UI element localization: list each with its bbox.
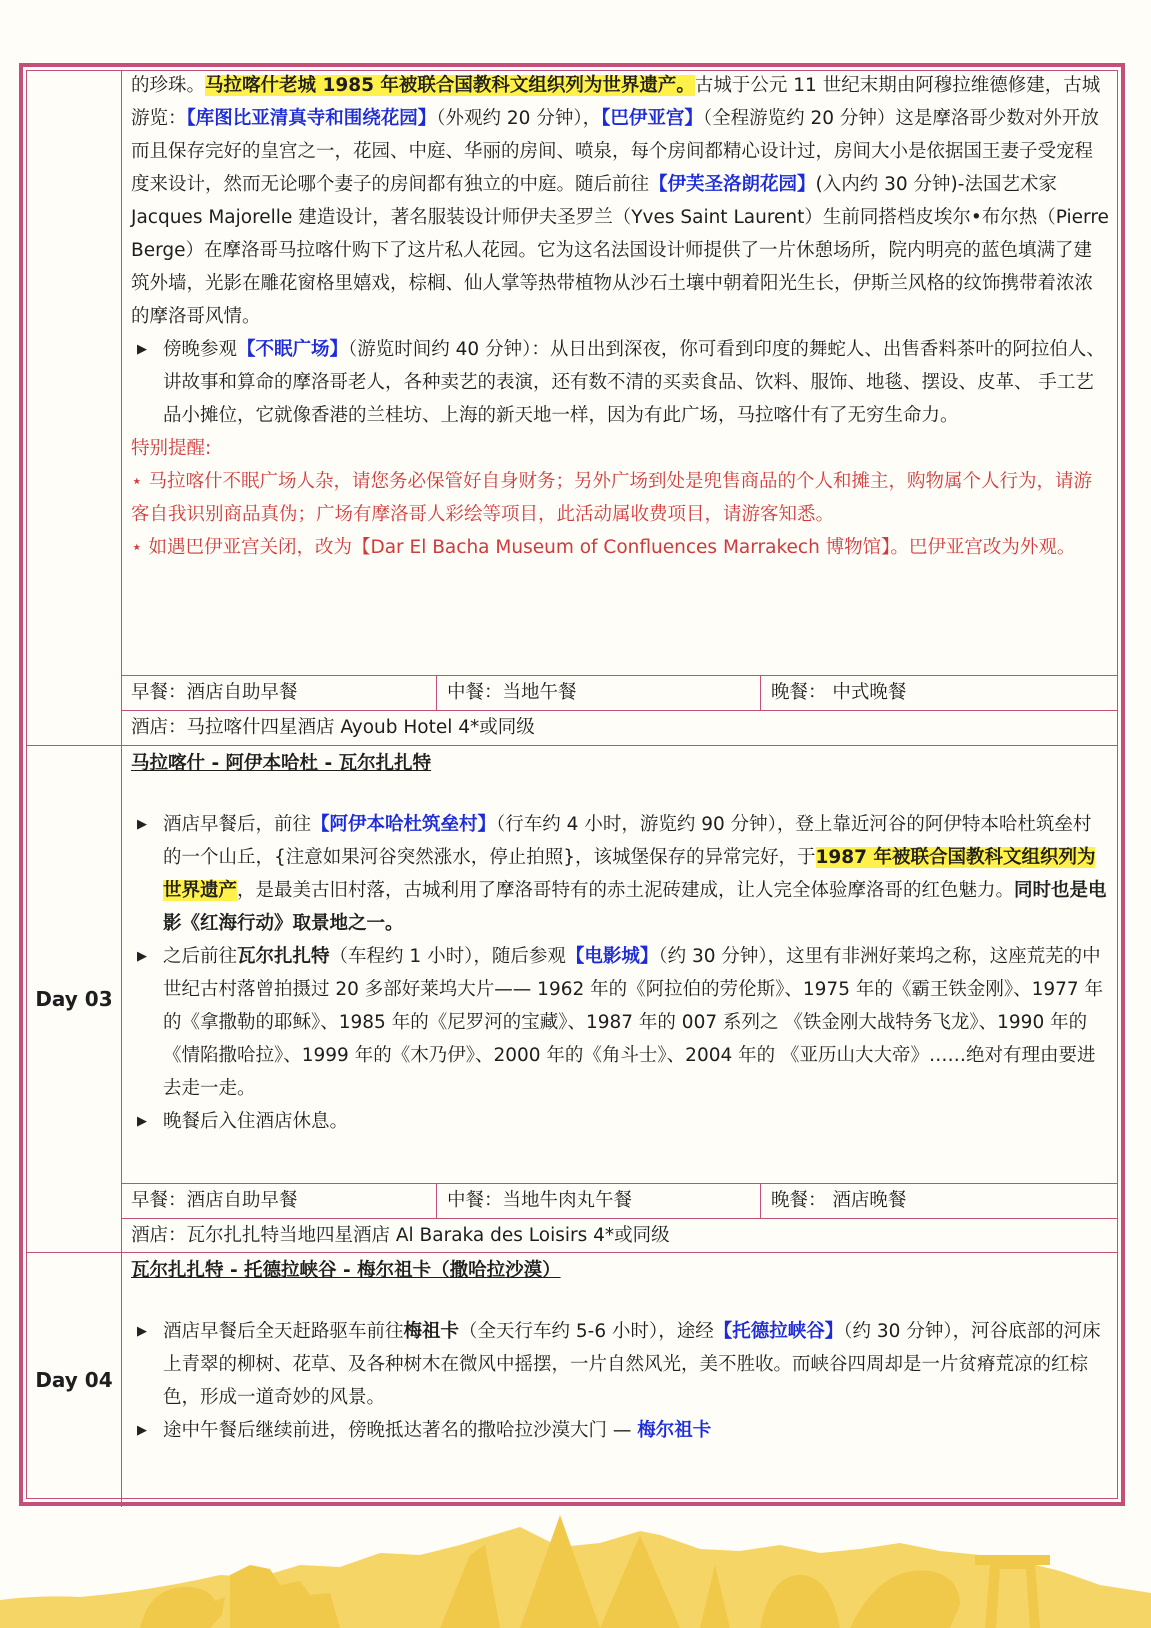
intro-text: 的珍珠。 (131, 75, 206, 96)
divider (27, 745, 1117, 746)
decorative-skyline-footer (0, 1505, 1151, 1628)
day02-hotel: 酒店：马拉喀什四星酒店 Ayoub Hotel 4*或同级 (131, 717, 535, 738)
itinerary-table (19, 63, 1125, 1506)
divider (760, 1183, 761, 1218)
day04-title: 瓦尔扎扎特 - 托德拉峡谷 - 梅尔祖卡（撒哈拉沙漠） (131, 1260, 561, 1281)
day02-breakfast: 早餐：酒店自助早餐 (131, 682, 298, 703)
notice-title: 特别提醒: (131, 438, 212, 459)
day03-hotel: 酒店：瓦尔扎扎特当地四星酒店 Al Baraka des Loisirs 4*或同级 (131, 1225, 670, 1246)
attraction-link: 【伊芙圣洛朗花园】 (649, 174, 816, 195)
item-text: 途中午餐后继续前进，傍晚抵达著名的撒哈拉沙漠大门 — (163, 1420, 638, 1441)
day02-lunch: 中餐：当地午餐 (447, 682, 577, 703)
day03-breakfast: 早餐：酒店自助早餐 (131, 1190, 298, 1211)
divider (436, 675, 437, 710)
bold-text: 同时也是电影《红海行动》取景地之一。 (163, 880, 1107, 934)
list-item (131, 940, 1109, 1105)
attraction-link: 【电影城】 (565, 946, 659, 967)
bullet-arrow-icon: ▶ (137, 1423, 147, 1438)
day03-lunch: 中餐：当地牛肉丸午餐 (447, 1190, 633, 1211)
day03-title: 马拉喀什 - 阿伊本哈杜 - 瓦尔扎扎特 (131, 753, 432, 774)
day02-intro (131, 69, 1109, 333)
attraction-link: 【巴伊亚宫】 (601, 108, 703, 129)
notice-item: ⋆ 如遇巴伊亚宫关闭，改为【Dar El Bacha Museum of Confluences Marrakech 博物馆】。巴伊亚宫改为外观。 (131, 537, 1076, 558)
day04-label-cell (27, 1252, 122, 1507)
day02-label-cell (27, 71, 122, 745)
divider (436, 1183, 437, 1218)
day03-content (131, 747, 1109, 1138)
attraction-link: 梅尔祖卡 (637, 1420, 712, 1441)
list-item (131, 1315, 1109, 1414)
day04-content (131, 1254, 1109, 1447)
spacer (131, 780, 1109, 808)
bullet-arrow-icon: ▶ (137, 1324, 147, 1339)
highlight-text: 1987 年被联合国教科文组织列为世界遗产 (163, 847, 1096, 901)
item-text: （全天行车约 5-6 小时），途经 (459, 1321, 714, 1342)
day04-label: Day 04 (35, 1367, 113, 1392)
item-text: 傍晚参观 (163, 339, 238, 360)
item-text: （行车约 4 小时，游览约 90 分钟），登上靠近河谷的阿伊特本哈杜筑垒村的一个山丘，{注意如果河谷突然涨水，停止拍照}，该城堡保存的异常完好，于 (163, 814, 1092, 868)
intro-text: （外观约 20 分钟）， (436, 108, 602, 129)
item-text: （车程约 1 小时），随后参观 (329, 946, 566, 967)
intro-text: (入内约 30 分钟)-法国艺术家 Jacques Majorelle 建造设计，著名服装设计师伊夫圣罗兰（Yves Saint Laurent）生前同搭档皮埃尔•布尔热（Pierre Berge）在摩洛哥马拉喀什购下了这片私人花园。它为这名法国设计师提供了一片休憩场所，院内明亮的蓝色填满了建筑外墙，光影在雕花窗格里嬉戏，棕榈、仙人掌等热带植物从沙石土壤中朝着阳光生长，伊斯兰风格的纹饰携带着浓浓的摩洛哥风情。 (131, 174, 1109, 327)
item-text: 酒店早餐后，前往 (163, 814, 312, 835)
attraction-link: 【库图比亚清真寺和围绕花园】 (186, 108, 437, 129)
day03-label: Day 03 (35, 986, 113, 1011)
item-text: 晚餐后入住酒店休息。 (163, 1111, 349, 1132)
divider (760, 675, 761, 710)
attraction-link: 【托德拉峡谷】 (713, 1321, 844, 1342)
day02-dinner: 晚餐： 中式晚餐 (771, 682, 907, 703)
bullet-arrow-icon: ▶ (137, 817, 147, 832)
divider (27, 1252, 1117, 1253)
bullet-arrow-icon: ▶ (137, 1114, 147, 1129)
list-item (131, 1414, 1109, 1447)
item-text: 酒店早餐后全天赶路驱车前往 (163, 1321, 404, 1342)
bullet-arrow-icon: ▶ (137, 342, 147, 357)
item-text: （约 30 分钟），这里有非洲好莱坞之称，这座荒芜的中世纪古村落曾拍摄过 20 多部好莱坞大片—— 1962 年的《阿拉伯的劳伦斯》、1975 年的《霸王铁金刚》、1977 年的《拿撒勒的耶稣》、1985 年的《尼罗河的宝藏》、1987 年的 007 系列之 《铁金刚大战特务飞龙》、1990 年的《情陷撒哈拉》、1999 年的《木乃伊》、2000 年的《角斗士》、2004 年的 《亚历山大大帝》……绝对有理由要进去走一走。 (163, 946, 1104, 1099)
bold-text: 瓦尔扎扎特 (237, 946, 330, 967)
day03-label-cell (27, 745, 122, 1252)
list-item (131, 1105, 1109, 1138)
attraction-link: 【不眠广场】 (237, 339, 349, 360)
notice-item: ⋆ 马拉喀什不眠广场人杂，请您务必保管好自身财务；另外广场到处是兜售商品的个人和摊主，购物属个人行为，请游客自我识别商品真伪；广场有摩洛哥人彩绘等项目，此活动属收费项目，请游客知悉。 (131, 471, 1092, 525)
item-text: （约 30 分钟），河谷底部的河床上青翠的柳树、花草、及各种树木在微风中摇摆，一片自然风光，美不胜收。而峡谷四周却是一片贫瘠荒凉的红棕色，形成一道奇妙的风景。 (163, 1321, 1101, 1408)
highlight-text: 马拉喀什老城 1985 年被联合国教科文组织列为世界遗产。 (205, 75, 695, 96)
attraction-link: 【阿伊本哈杜筑垒村】 (311, 814, 497, 835)
bullet-arrow-icon: ▶ (137, 949, 147, 964)
day03-dinner: 晚餐： 酒店晚餐 (771, 1190, 907, 1211)
bold-text: 梅祖卡 (403, 1321, 460, 1342)
list-item (131, 333, 1109, 432)
item-text: 之后前往 (163, 946, 238, 967)
list-item (131, 808, 1109, 940)
intro-text: （全程游览约 20 分钟）这是摩洛哥少数对外开放而且保存完好的皇宫之一，花园、中庭、华丽的房间、喷泉，每个房间都精心设计过，房间大小是依据国王妻子受宠程度来设计，然而无论哪个妻子的房间都有独立的中庭。随后前往 (131, 108, 1099, 195)
item-text: （游览时间约 40 分钟）：从日出到深夜，你可看到印度的舞蛇人、出售香料茶叶的阿拉伯人、讲故事和算命的摩洛哥老人，各种卖艺的表演，还有数不清的买卖食品、饮料、服饰、地毯、摆设、皮革、 手工艺品小摊位，它就像香港的兰桂坊、上海的新天地一样，因为有此广场，马拉喀什有了无穷生命力。 (163, 339, 1105, 426)
day02-content (131, 69, 1109, 564)
table-inner (26, 70, 1118, 1499)
item-text: ，是最美古旧村落，古城利用了摩洛哥特有的赤土泥砖建成，让人完全体验摩洛哥的红色魅力。 (237, 880, 1015, 901)
spacer (131, 1287, 1109, 1315)
intro-text: 古城于公元 11 世纪末期由阿穆拉维德修建，古城游览： (131, 75, 1101, 129)
